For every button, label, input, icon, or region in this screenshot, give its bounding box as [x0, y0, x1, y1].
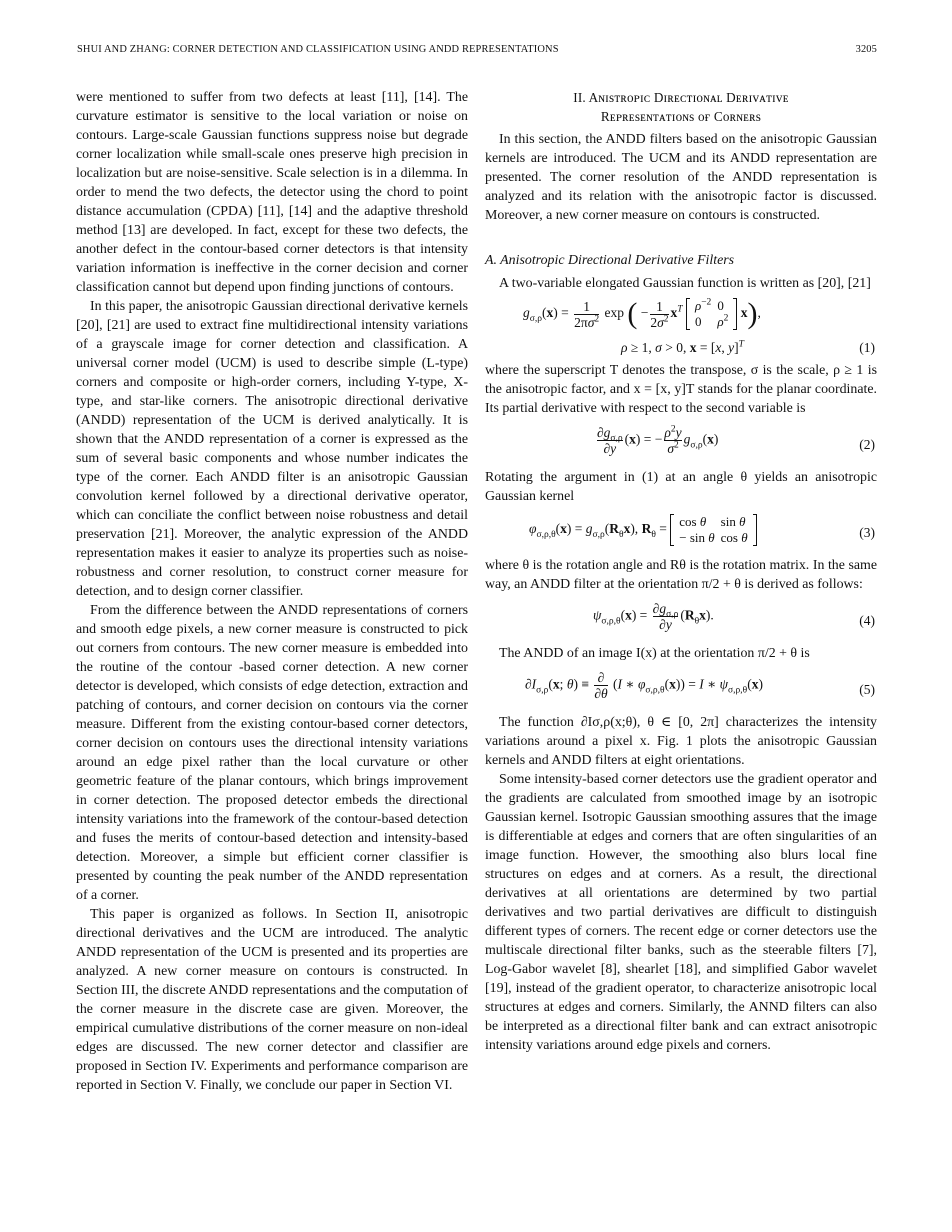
equation-3: $\varphi_{\sigma,\rho,\theta}(x) = g_{\sigma,\rho}(R_\theta x)$, $R_\theta$ = cos θ sin θ − sin θ cos θ (3) [529, 514, 875, 545]
running-title: SHUI AND ZHANG: CORNER DETECTION AND CLASSIFICATION USING ANDD REPRESENTATIONS [77, 44, 559, 55]
equation-3-number: (3) [859, 525, 875, 540]
section-title [485, 88, 877, 126]
equation-2-number: (2) [859, 437, 875, 452]
section-title-line1: II. Aɴɪѕᴛʀᴏᴘɪᴄ Dɪʀᴇᴄᴛɪᴏɴᴀʟ Dᴇʀɪᴠᴀᴛɪᴠᴇ [573, 90, 789, 105]
section-title-line2: Rᴇᴘʀᴇѕᴇɴᴛᴀᴛɪᴏɴѕ ᴏғ Cᴏʀɴᴇʀѕ [600, 109, 762, 124]
page-number: 3205 [855, 44, 877, 55]
equation-1-number: (1) [859, 340, 875, 355]
paragraph-function-characterizes: The function ∂Iσ,ρ(x;θ), θ ∈ [0, 2π] characterizes the intensity variations around a pixel x. Fig. 1 plots the anisotropic Gaussian kernels and ANDD filters at eight orientations. [485, 715, 877, 768]
section-intro: In this section, the ANDD filters based on the anisotropic Gaussian kernels are introduced. The UCM and its ANDD representation are presented. The corner resolution of the ANDD representation is analyzed and its relation with the anisotropic factor is discussed. Moreover, a new corner measure on contours is constructed. [485, 132, 877, 223]
paragraph-organization: This paper is organized as follows. In Section II, anisotropic directional derivatives and the UCM are introduced. The analytic ANDD representation of the UCM is presented and its properties are analyzed. A new corner measure on contours is constructed. In Section III, the discrete ANDD representations and the computation of the corner measure in the discrete case are given. Moreover, the empirical cumulative distributions of the corner measure on non-ideal edges are discussed. The new corner detector and classifier are proposed in Section IV. Experiments and performance comparison are reported in Section V. Finally, we conclude our paper in Section VI. [76, 907, 468, 1093]
paragraph-gaussian-function: A two-variable elongated Gaussian function is written as [20], [21] [499, 276, 871, 291]
paragraph-rotation-matrix: where θ is the rotation angle and Rθ is the rotation matrix. In the same way, an ANDD filter at the orientation π/2 + θ is derived as follows: [485, 558, 877, 592]
paragraph-andd-of-image: The ANDD of an image I(x) at the orientation π/2 + θ is [499, 646, 810, 661]
paragraph-where-transpose: where the superscript T denotes the transpose, σ is the scale, ρ ≥ 1 is the anisotropic factor, and x = [x, y]T stands for the planar coordinate. Its partial derivative with respect to the second variable is [485, 363, 877, 416]
paragraph-corner-measure: From the difference between the ANDD representations of corners and smooth edge pixels, a new corner measure is constructed to pick out corners from contours. The new corner measure is embedded into the routine of the contour -based corner detection. A new corner detector is developed, which consists of edge detection, extraction and patching of contours, and corner decision on contours via the corner measure. Different from the existing contour-based corner detectors, corner decision on contours uses the directional intensity variations around an edge pixel rather than the local curvature or other geometric feature of the planar contours, which brings improvement in corner detection. The proposed detector embeds the directional intensity variations into the framework of the contour-based detection and fuses the merits of contour-based detection and intensity-based detection. Moreover, a simple but efficient corner classifier is presented by counting the peak number of the ANDD representation of a corner. [76, 603, 468, 903]
equation-4: $\psi_{\sigma,\rho,\theta}(x)$ = $\frac{\partial g_{\sigma,\rho}}{\partial y}$ $(R_\theta x)$. (4) [593, 601, 875, 632]
equation-2: $\frac{\partial g_{\sigma,\rho}}{\partial y}$ (x) = − $\frac{\rho^2y}{\sigma^2}$ $g_{\sigma,\rho}(x)$ (2) [597, 424, 875, 456]
left-column [76, 88, 468, 1095]
paragraph-intensity-based: Some intensity-based corner detectors use the gradient operator and the gradients are calculated from smoothed image by an isotropic Gaussian kernel. Isotropic Gaussian smoothing assures that the image is differentiable at edges and corners that are often singularities of an image function. However, the smoothing also blurs local fine structures on edges and at corners. As a result, the directional derivatives at all orientations are determined by two partial derivatives and two partial derivatives are difficult to distinguish different types of corners. The recent edge or corner detectors use the multiscale directional filter banks, such as the steerable filters [7], Log-Gabor wavelet [8], shearlet [18], and simplified Gabor wavelet [19], instead of the gradient operator, to characterize anisotropic local structures at edges and corners. Similarly, the ANND filters can also be interpreted as a directional filter bank and can extract anisotropic intensity variations around edge pixels and corners. [485, 772, 877, 1053]
equation-4-number: (4) [859, 613, 875, 628]
equation-1: $g_{\sigma,\rho}(x)$ = $\frac{1}{2\pi\sigma^2}$ exp ( − $\frac{1}{2\sigma^2}$ $x^T$ $\rho^{-2}$ 0 0 $\rho^2$ x), ρ ≥ 1, σ > 0, x = [x, y]$^T$ (1) [523, 297, 875, 355]
subsection-title: A. Anisotropic Directional Derivative Filters [485, 253, 735, 268]
right-column [485, 88, 877, 1055]
equation-5: $\partial I_{\sigma,\rho}(x$; θ) ≡ $\frac{\partial}{\partial\theta}$ (I ∗ $\varphi_{\sigma,\rho,\theta}(x)) = I$ ∗ $\psi_{\sigma,\rho,\theta}(x)$ (5) [525, 670, 875, 701]
paragraph-continued: were mentioned to suffer from two defects at least [11], [14]. The curvature estimator is sensitive to the local variation or noise on contours. Large-scale Gaussian functions suppress noise but degrade corner localization while small-scale ones preserve high precision in localization but are noise-sensitive. Scale selection is in a dilemma. In order to mend the two defects, the detector using the chord to point distance accumulation (CPDA) [11], [14] and the adaptive threshold method [13] are developed. In fact, except for these two defects, the another defect in the contour-based corner detectors is that intensity variation information is ineffective in the corner decision and corner classification cannot but depend upon finding junctions of contours. [76, 90, 468, 295]
paragraph-rotating: Rotating the argument in (1) at an angle θ yields an anisotropic Gaussian kernel [485, 470, 877, 504]
running-header [77, 44, 877, 60]
paragraph-this-paper: In this paper, the anisotropic Gaussian directional derivative kernels [20], [21] are used to extract fine multidirectional intensity variations of a grayscale image for corner detection and classification. A universal corner model (UCM) is used to describe simple (L-type) corners and composite or high-order corners, including Y-type, X-type, and star-like corners. The anisotropic directional derivative (ANDD) representation of the UCM is derived analytically. It is shown that the ANDD representation of a corner is expressed as the sum of several basic components and whose number indicates the type of the corner. Each ANDD filter is an anisotropic Gaussian convolution kernel followed by a directional derivative operator, which can conciliate the conflict between noise robustness and detail preservation [21]. Moreover, the analytic expression of the ANDD representation makes it easier to analyze its properties such as noise-robustness and corner resolution, to construct corner measure for detection, and to design corner classifier. [76, 299, 468, 599]
equation-5-number: (5) [859, 682, 875, 697]
